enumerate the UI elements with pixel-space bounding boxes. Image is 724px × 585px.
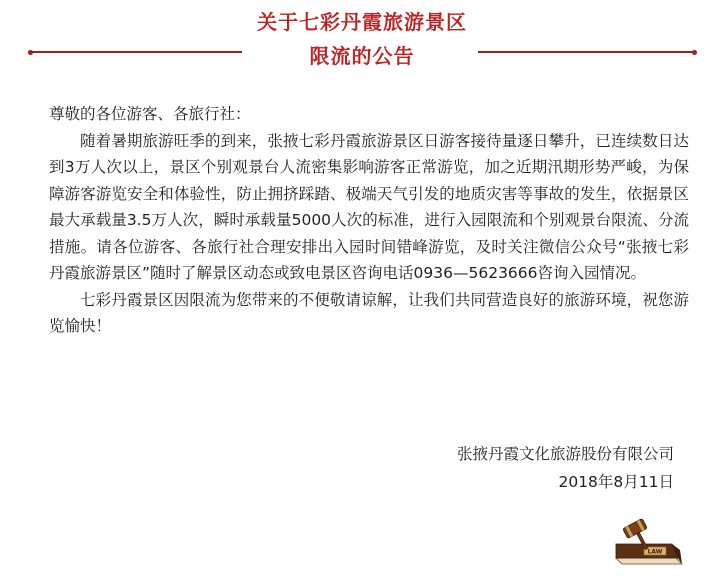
title-rule-right [478, 51, 694, 53]
law-book-gavel-icon [610, 514, 690, 574]
signature-organization: 张掖丹霞文化旅游股份有限公司 [456, 445, 674, 463]
notice-title-line2: 限流的公告 [309, 44, 415, 68]
notice-greeting: 尊敬的各位游客、各旅行社： [49, 105, 251, 123]
notice-body [49, 101, 689, 340]
notice-paragraph-1: 随着暑期旅游旺季的到来，张掖七彩丹霞旅游景区日游客接待量逐日攀升，已连续数日达到3万人次以上，景区个别观景台人流密集影响游客正常游览，加之近期汛期形势严峻，为保障游客游览安全和体验性，防止拥挤踩踏、极端天气引发的地质灾害等事故的发生，依据景区最大承载量3.5万人次，瞬时承载量5000人次的标准，进行入园限流和个别观景台限流、分流措施。请各位游客、各旅行社合理安排出入园时间错峰游览，及时关注微信公众号“张掖七彩丹霞旅游景区”随时了解景区动态或致电景区咨询电话0936—5623666咨询入园情况。 [49, 131, 689, 282]
notice-title-line1: 关于七彩丹霞旅游景区 [257, 10, 467, 34]
law-label: LAW [647, 548, 663, 556]
signature-date: 2018年8月11日 [558, 473, 674, 491]
notice-paragraph-2: 七彩丹霞景区因限流为您带来的不便敬请谅解，让我们共同营造良好的旅游环境，祝您游览愉快！ [49, 290, 689, 335]
title-rule-left [32, 51, 242, 53]
rule-dot-right [692, 50, 697, 55]
